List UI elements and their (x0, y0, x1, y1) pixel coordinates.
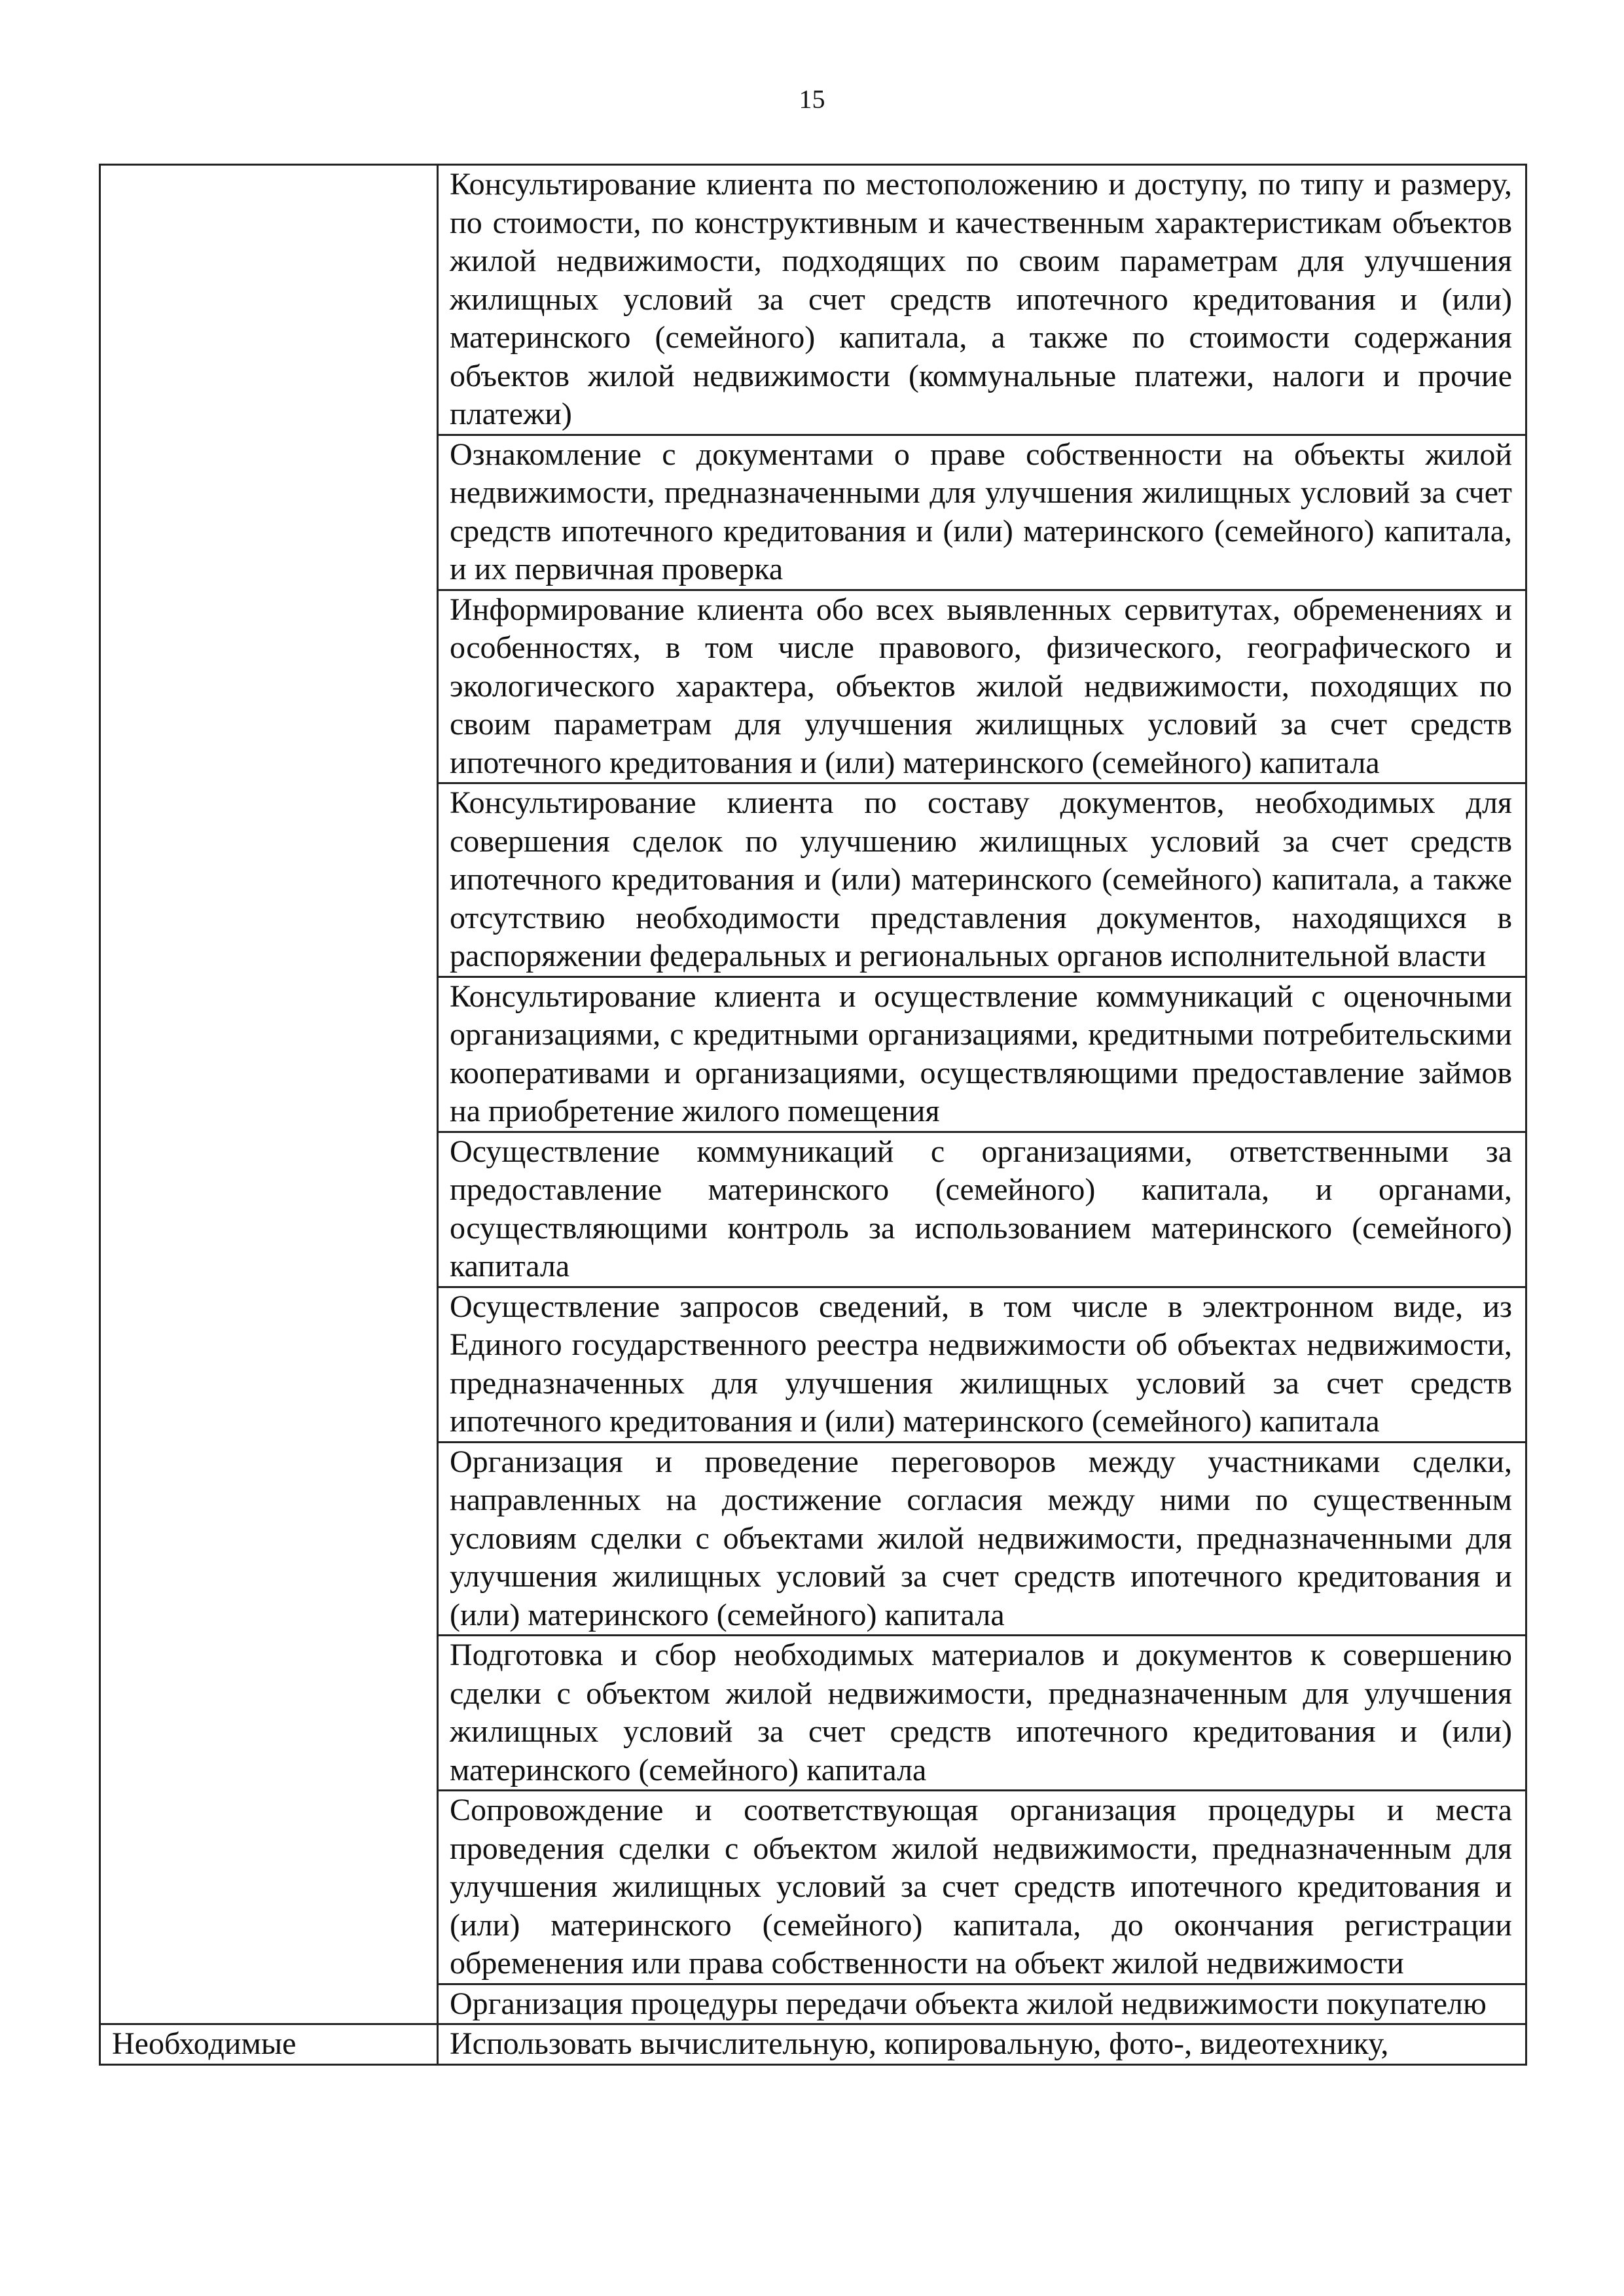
table-cell: Организация процедуры передачи объекта жилой недвижимости покупателю (438, 1984, 1526, 2024)
table-cell: Ознакомление с документами о праве собственности на объекты жилой недвижимости, предназначенными для улучшения жилищных условий за счет средств ипотечного кредитования и (или) материнского (семейного) капитала, и их первичная проверка (438, 435, 1526, 590)
table-cell: Консультирование клиента по составу документов, необходимых для совершения сделок по улучшению жилищных условий за счет средств ипотечного кредитования и (или) материнского (семейного) капитала, а также отсутствию необходимости представления документов, находящихся в распоряжении федеральных и региональных органов исполнительной власти (438, 783, 1526, 977)
row-label-cell: Необходимые (100, 2024, 438, 2065)
table-cell: Использовать вычислительную, копировальную, фото-, видеотехнику, (438, 2024, 1526, 2065)
table-cell: Консультирование клиента по местоположению и доступу, по типу и размеру, по стоимости, по конструктивным и качественным характеристикам объектов жилой недвижимости, подходящих по своим параметрам для улучшения жилищных условий за счет средств ипотечного кредитования и (или) материнского (семейного) капитала, а также по стоимости содержания объектов жилой недвижимости (коммунальные платежи, налоги и прочие платежи) (438, 165, 1526, 435)
table-cell: Подготовка и сбор необходимых материалов и документов к совершению сделки с объектом жилой недвижимости, предназначенным для улучшения жилищных условий за счет средств ипотечного кредитования и (или) материнского (семейного) капитала (438, 1636, 1526, 1791)
table-cell: Осуществление запросов сведений, в том числе в электронном виде, из Единого государственного реестра недвижимости об объектах недвижимости, предназначенных для улучшения жилищных условий за счет средств ипотечного кредитования и (или) материнского (семейного) капитала (438, 1287, 1526, 1442)
table-left-cell (100, 165, 438, 2024)
table-cell: Консультирование клиента и осуществление коммуникаций с оценочными организациями, с кредитными организациями, кредитными потребительскими кооперативами и организациями, осуществляющими предоставление займов на приобретение жилого помещения (438, 977, 1526, 1132)
table-cell: Сопровождение и соответствующая организация процедуры и места проведения сделки с объектом жилой недвижимости, предназначенным для улучшения жилищных условий за счет средств ипотечного кредитования и (или) материнского (семейного) капитала, до окончания регистрации обременения или права собственности на объект жилой недвижимости (438, 1791, 1526, 1984)
table-cell: Информирование клиента обо всех выявленных сервитутах, обременениях и особенностях, в том числе правового, физического, географического и экологического характера, объектов жилой недвижимости, походящих по своим параметрам для улучшения жилищных условий за счет средств ипотечного кредитования и (или) материнского (семейного) капитала (438, 590, 1526, 783)
table-row (100, 2024, 1526, 2065)
table-cell: Организация и проведение переговоров между участниками сделки, направленных на достижение согласия между ними по существенным условиям сделки с объектами жилой недвижимости, предназначенными для улучшения жилищных условий за счет средств ипотечного кредитования и (или) материнского (семейного) капитала (438, 1442, 1526, 1636)
table-cell: Осуществление коммуникаций с организациями, ответственными за предоставление материнского (семейного) капитала, и органами, осуществляющими контроль за использованием материнского (семейного) капитала (438, 1132, 1526, 1287)
labor-actions-table (99, 164, 1527, 2066)
page-number: 15 (799, 84, 825, 114)
table-row (100, 165, 1526, 435)
